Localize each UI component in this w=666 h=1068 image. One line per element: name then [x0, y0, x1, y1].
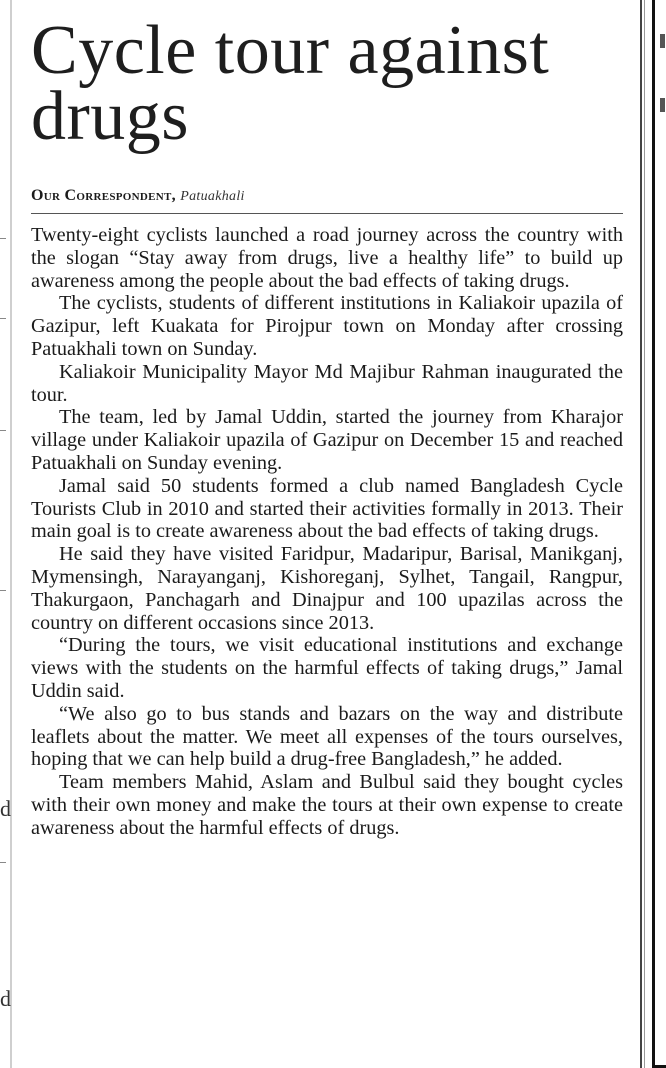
- article-paragraph: “We also go to bus stands and bazars on the way and distribute leaflets about the matter. We meet all expenses of the tours ourselves, hoping that we can help build a drug-free Bangladesh,” he added.: [31, 702, 623, 771]
- adjacent-box-border: [652, 0, 666, 1068]
- byline: [31, 186, 627, 207]
- edge-fragment: d: [0, 986, 11, 1011]
- edge-tick: [0, 238, 6, 239]
- article-paragraph: He said they have visited Faridpur, Madaripur, Barisal, Manikganj, Mymensingh, Narayanganj, Kishoreganj, Sylhet, Tangail, Rangpur, Thakurgaon, Panchagarh and Dinajpur and 100 upazilas across the country on different occasions since 2013.: [31, 543, 623, 634]
- edge-tick: [0, 430, 6, 431]
- left-column-rule: [10, 0, 12, 1068]
- edge-tick: [0, 590, 6, 591]
- edge-tick: [0, 862, 6, 863]
- edge-tick: [0, 318, 6, 319]
- edge-stub: [660, 34, 665, 48]
- right-column-rule: [640, 0, 642, 1068]
- article-paragraph: Kaliakoir Municipality Mayor Md Majibur Rahman inaugurated the tour.: [31, 360, 623, 406]
- article-paragraph: The cyclists, students of different institutions in Kaliakoir upazila of Gazipur, left Kuakata for Pirojpur town on Monday after crossing Patuakhali town on Sunday.: [31, 292, 623, 360]
- article-paragraph: Team members Mahid, Aslam and Bulbul said they bought cycles with their own money and make the tours at their own expense to create awareness about the harmful effects of drugs.: [31, 771, 623, 839]
- edge-fragment: d: [0, 796, 11, 821]
- byline-author: Our Correspondent,: [31, 187, 176, 204]
- news-article: [31, 12, 627, 840]
- article-paragraph: Jamal said 50 students formed a club named Bangladesh Cycle Tourists Club in 2010 and started their activities formally in 2013. Their main goal is to create awareness about the bad effects of taking drugs.: [31, 474, 623, 543]
- article-headline: Cycle tour against drugs: [31, 12, 550, 155]
- edge-stub: [660, 98, 665, 112]
- byline-place: Patuakhali: [180, 189, 245, 204]
- article-paragraph: “During the tours, we visit educational institutions and exchange views with the students on the harmful effects of taking drugs,” Jamal Uddin said.: [31, 634, 623, 702]
- article-paragraph: Twenty-eight cyclists launched a road journey across the country with the slogan “Stay away from drugs, live a healthy life” to build up awareness among the people about the bad effects of taking drugs.: [31, 224, 623, 292]
- article-body: [31, 224, 623, 840]
- byline-divider: [31, 213, 623, 214]
- right-column-rule-inner: [644, 0, 645, 1068]
- article-paragraph: The team, led by Jamal Uddin, started the journey from Kharajor village under Kaliakoir upazila of Gazipur on December 15 and reached Patuakhali on Sunday evening.: [31, 406, 623, 474]
